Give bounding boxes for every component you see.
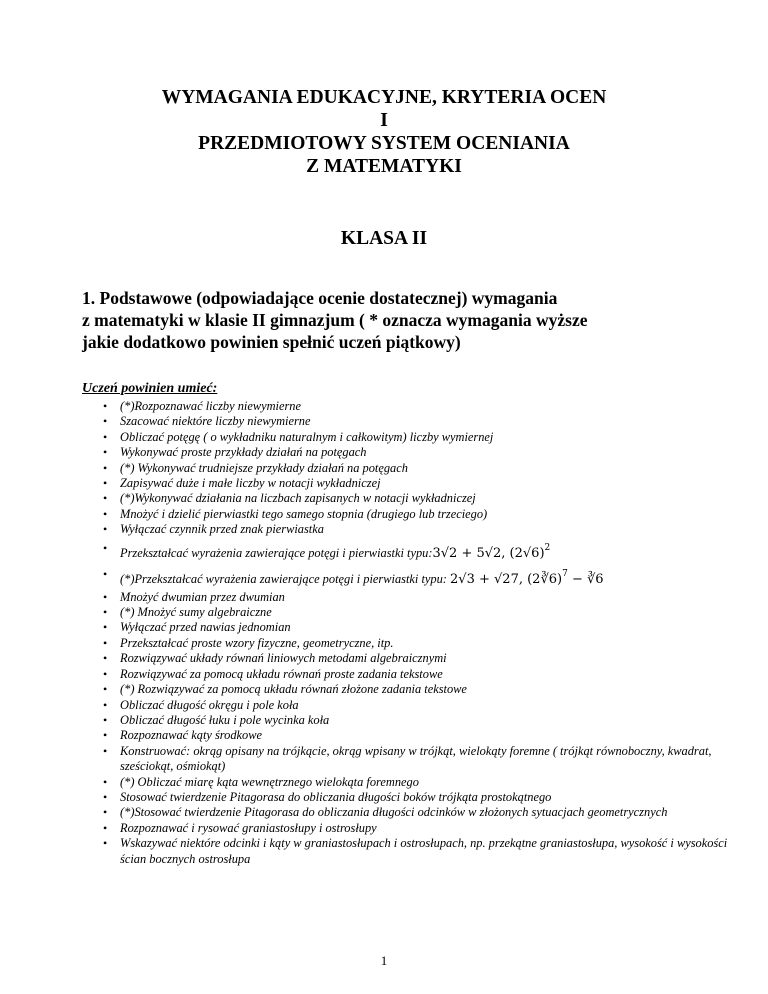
bullet-icon: •	[103, 460, 108, 475]
list-item-text: Przekształcać wyrażenia zawierające potęgi i pierwiastki typu:	[120, 545, 433, 560]
bullet-icon: •	[103, 620, 108, 635]
class-label: KLASA II	[340, 228, 428, 249]
list-item	[0, 728, 768, 743]
list-item	[0, 744, 768, 775]
list-item	[0, 522, 768, 537]
math-exponent: 2	[544, 542, 551, 553]
list-item	[0, 698, 768, 713]
list-item-text: Obliczać długość łuku i pole wycinka koła	[120, 712, 330, 727]
list-item	[0, 476, 768, 491]
bullet-icon: •	[103, 399, 108, 413]
list-item-text: Rozpoznawać i rysować graniastosłupy i ostrosłupy	[120, 820, 377, 835]
bullet-icon: •	[103, 522, 108, 537]
list-item-text: (*) Wykonywać trudniejsze przykłady działań na potęgach	[120, 460, 408, 475]
section-heading-line: jakie dodatkowo powinien spełnić uczeń piątkowy)	[82, 332, 461, 352]
bullet-icon: •	[103, 589, 108, 604]
list-item	[0, 836, 768, 867]
list-item-text: (*) Obliczać miarę kąta wewnętrznego wielokąta foremnego	[120, 774, 419, 789]
bullet-icon: •	[103, 445, 108, 460]
list-item	[0, 605, 768, 620]
page-number: 1	[380, 953, 388, 968]
list-item-text: (*) Rozwiązywać za pomocą układu równań złożone zadania tekstowe	[120, 682, 467, 697]
bullet-icon: •	[103, 836, 108, 851]
title-line: I	[380, 110, 388, 131]
bullet-icon: •	[103, 697, 108, 712]
bullet-icon: •	[103, 566, 108, 581]
list-item-text: Wskazywać niektóre odcinki i kąty w graniastosłupach i ostrosłupach, np. przekątne graniastosłupa, wysokość i wysokości ścian bocznych ostrosłupa	[120, 836, 728, 866]
list-item-text: Rozwiązywać za pomocą układu równań proste zadania tekstowe	[120, 666, 443, 681]
list-item	[0, 651, 768, 666]
section-heading	[82, 287, 722, 353]
bullet-icon: •	[103, 651, 108, 666]
bullet-icon: •	[103, 774, 108, 789]
list-item	[0, 821, 768, 836]
list-item-text: Rozwiązywać układy równań liniowych metodami algebraicznymi	[120, 651, 447, 666]
bullet-icon: •	[103, 789, 108, 804]
bullet-icon: •	[103, 805, 108, 820]
list-item-text: Zapisywać duże i małe liczby w notacji wykładniczej	[120, 476, 381, 491]
subheading: Uczeń powinien umieć:	[82, 381, 218, 396]
title-line: PRZEDMIOTOWY SYSTEM OCENIANIA	[198, 133, 570, 154]
list-item	[0, 491, 768, 506]
bullet-icon: •	[103, 506, 108, 521]
list-item-text: Wyłączać czynnik przed znak pierwiastka	[120, 522, 324, 537]
list-item-text: Szacować niektóre liczby niewymierne	[120, 414, 311, 429]
bullet-icon: •	[103, 820, 108, 835]
list-item-text: (*)Stosować twierdzenie Pitagorasa do obliczania długości odcinków w złożonych sytuacjach geometrycznych	[120, 805, 668, 820]
list-item	[0, 682, 768, 697]
bullet-icon: •	[103, 635, 108, 650]
list-item-text: (*)Rozpoznawać liczby niewymierne	[120, 399, 302, 413]
bullet-icon: •	[103, 476, 108, 491]
list-item-text: (*) Mnożyć sumy algebraiczne	[120, 605, 272, 620]
section-heading-line: z matematyki w klasie II gimnazjum ( * oznacza wymagania wyższe	[82, 310, 588, 330]
list-item	[0, 507, 768, 522]
math-expression: 3√2 + 5√2, (2√6)	[432, 545, 545, 561]
bullet-icon: •	[103, 712, 108, 727]
list-item-text: Wykonywać proste przykłady działań na potęgach	[120, 445, 367, 460]
list-item-text: Obliczać potęgę ( o wykładniku naturalnym i całkowitym) liczby wymiernej	[120, 429, 494, 444]
list-item	[0, 399, 768, 414]
list-item-text: Stosować twierdzenie Pitagorasa do obliczania długości boków trójkąta prostokątnego	[120, 789, 552, 804]
bullet-icon: •	[103, 605, 108, 620]
list-item-text: Przekształcać proste wzory fizyczne, geometryczne, itp.	[120, 635, 394, 650]
list-item	[0, 430, 768, 445]
list-item	[0, 414, 768, 429]
list-item-math	[0, 564, 768, 590]
list-item	[0, 667, 768, 682]
requirements-list	[0, 399, 768, 867]
list-item-text: Mnożyć i dzielić pierwiastki tego samego stopnia (drugiego lub trzeciego)	[120, 506, 488, 521]
list-item-text: Obliczać długość okręgu i pole koła	[120, 697, 299, 712]
math-exponent: 7	[562, 568, 568, 579]
bullet-icon: •	[103, 682, 108, 697]
bullet-icon: •	[103, 491, 108, 506]
list-item	[0, 775, 768, 790]
list-item	[0, 590, 768, 605]
bullet-icon: •	[103, 743, 108, 758]
list-item	[0, 461, 768, 476]
math-expression: − ∛6	[567, 571, 604, 587]
list-item-text: Wyłączać przed nawias jednomian	[120, 620, 291, 635]
list-item	[0, 790, 768, 805]
list-item-text: (*)Przekształcać wyrażenia zawierające potęgi i pierwiastki typu:	[120, 571, 447, 586]
list-item-text: Rozpoznawać kąty środkowe	[120, 728, 263, 743]
bullet-icon: •	[103, 429, 108, 444]
document-title	[0, 86, 768, 178]
list-item-text: Mnożyć dwumian przez dwumian	[120, 589, 285, 604]
bullet-icon: •	[103, 540, 108, 555]
bullet-icon: •	[103, 728, 108, 743]
title-line: Z MATEMATYKI	[306, 156, 462, 177]
title-line: WYMAGANIA EDUKACYJNE, KRYTERIA OCEN	[161, 87, 607, 108]
bullet-icon: •	[103, 666, 108, 681]
list-item	[0, 805, 768, 820]
list-item	[0, 636, 768, 651]
list-item-text: (*)Wykonywać działania na liczbach zapisanych w notacji wykładniczej	[120, 491, 476, 506]
math-expression: 2√3 + √27, (2∛6)	[450, 571, 563, 587]
bullet-icon: •	[103, 414, 108, 429]
section-heading-line: 1. Podstawowe (odpowiadające ocenie dostatecznej) wymagania	[82, 288, 558, 308]
list-item	[0, 445, 768, 460]
list-item	[0, 713, 768, 728]
list-item-math	[0, 538, 768, 564]
list-item-text: Konstruować: okrąg opisany na trójkącie, okrąg wpisany w trójkąt, wielokąty foremne ( trójkąt równoboczny, kwadrat, sześciokąt, ośmiokąt)	[120, 743, 712, 774]
list-item	[0, 620, 768, 635]
